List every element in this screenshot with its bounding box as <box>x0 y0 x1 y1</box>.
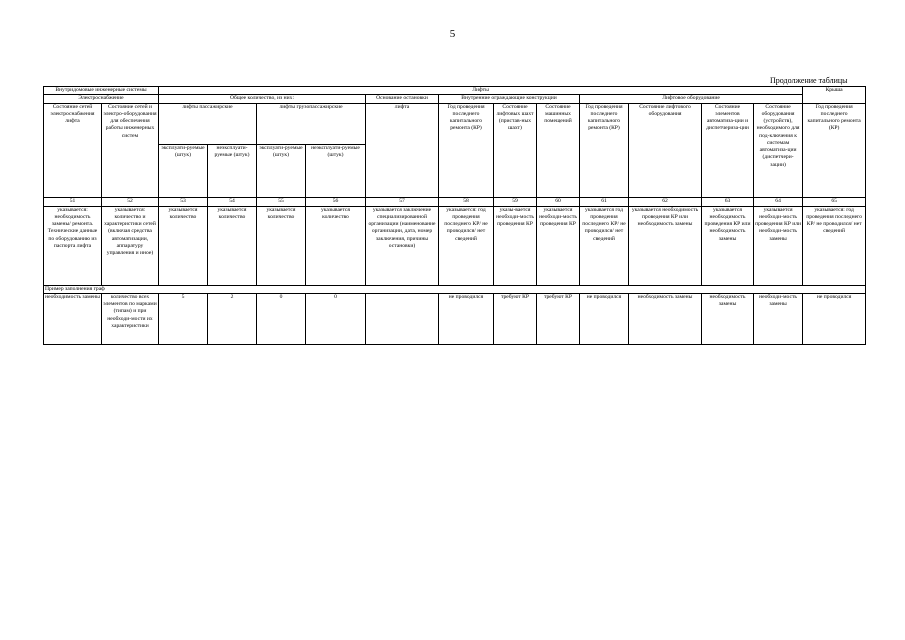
header-eq-kr-year: Год проведения последнего капитального ремонта (КР) <box>580 103 629 197</box>
instruction-cell: указывается заключение специализированной организации (наименование организации, дата, номер заключения, причины остановки) <box>366 206 439 285</box>
header-power: Электроснабжение <box>44 95 159 103</box>
header-total-count: Общее количество, из них: <box>159 95 366 103</box>
header-in-use-cargo: эксплуати-руемые (штук) <box>257 144 306 197</box>
instruction-cell: указы-вается необходи-мость проведения КР <box>494 206 537 285</box>
example-cell: 5 <box>159 293 208 344</box>
example-row <box>44 293 866 344</box>
header-stop-reason: Основание остановки <box>366 95 439 103</box>
example-cell: 0 <box>306 293 366 344</box>
page-number: 5 <box>449 28 456 40</box>
instruction-cell: указывается необходи-мость проведения КР или необходи-мость замены <box>754 206 803 285</box>
example-cell: необходимость замены <box>629 293 702 344</box>
data-table <box>43 86 866 345</box>
header-lift-network-state: Состояние сетей электроснабжения лифта <box>44 103 102 197</box>
column-number: 54 <box>208 197 257 206</box>
column-number: 65 <box>803 197 866 206</box>
instruction-cell: указывается: количество и характеристики сетей (включая средства автоматизации, аппаратуру управления и иное) <box>102 206 159 285</box>
header-roof: Крыша <box>803 87 866 104</box>
column-number: 52 <box>102 197 159 206</box>
header-enclosing: Внутренние ограждающие конструкции <box>439 95 580 103</box>
header-lift-eq-state: Состояние лифтового оборудования <box>629 103 702 197</box>
example-cell: требуют КР <box>494 293 537 344</box>
column-number: 51 <box>44 197 102 206</box>
example-cell: 0 <box>257 293 306 344</box>
header-lifts: Лифты <box>159 87 803 95</box>
example-label: Пример заполнения граф <box>44 285 866 293</box>
header-equipment: Лифтовое оборудование <box>580 95 803 103</box>
header-roof-kr-year: Год проведения последнего капитального ремонта (КР) <box>803 103 866 197</box>
header-not-in-use-cargo: неэксплуати-руемые (штук) <box>306 144 366 197</box>
instruction-cell: указывается необходи-мость проведения КР <box>537 206 580 285</box>
example-cell: не проводился <box>803 293 866 344</box>
header-in-use-passenger: эксплуати-руемые (штук) <box>159 144 208 197</box>
column-number: 59 <box>494 197 537 206</box>
header-stop-reason-lift: лифта <box>366 103 439 197</box>
instruction-cell: указывается: год проведения последнего КР/ не проводился/ нет сведений <box>803 206 866 285</box>
header-network-state: Состояние сетей и электро-оборудования для обеспечения работы инженерных систем <box>102 103 159 197</box>
example-cell: не проводился <box>580 293 629 344</box>
example-cell: необходимость замены <box>702 293 754 344</box>
header-cargo: лифты грузопассажирские <box>257 103 366 144</box>
header-automation-state: Состояние элементов автоматиза-ции и диспетчериза-ции <box>702 103 754 197</box>
column-number: 53 <box>159 197 208 206</box>
header-devices-state: Состояние оборудования (устройств), необходимого для под-ключения к системам автоматиза-ции (диспетчери-зации) <box>754 103 803 197</box>
instruction-cell: указывается количество <box>159 206 208 285</box>
instruction-row <box>44 206 866 285</box>
instruction-cell: указывается год проведения последнего КР/ не проводился/ нет сведений <box>580 206 629 285</box>
instruction-cell: указывается количество <box>306 206 366 285</box>
instruction-cell: указывается: год проведения последнего КР/ не проводился/ нет сведений <box>439 206 494 285</box>
instruction-cell: указывается количество <box>208 206 257 285</box>
example-cell: необходимость замены <box>44 293 102 344</box>
column-number: 61 <box>580 197 629 206</box>
column-number: 56 <box>306 197 366 206</box>
header-machine-room: Состояние машинных помещений <box>537 103 580 197</box>
example-cell: 2 <box>208 293 257 344</box>
instruction-cell: указывается необходимость проведения КР или необходимость замены <box>702 206 754 285</box>
header-shaft-state: Состояние лифтовых шахт (пристав-ных шахт) <box>494 103 537 197</box>
example-cell: количество всех элементов по марками (типам) и при необходи-мости их характеристики <box>102 293 159 344</box>
column-number-row <box>44 197 866 206</box>
column-number: 63 <box>702 197 754 206</box>
example-cell: требуют КР <box>537 293 580 344</box>
column-number: 64 <box>754 197 803 206</box>
column-number: 62 <box>629 197 702 206</box>
column-number: 55 <box>257 197 306 206</box>
example-cell: необходи-мость замены <box>754 293 803 344</box>
instruction-cell: указывается необходимость проведения КР или необходимость замены <box>629 206 702 285</box>
example-cell <box>366 293 439 344</box>
header-systems: Внутридомовые инженерные системы <box>44 87 159 95</box>
instruction-cell: указывается: необходимость замены/ ремонта. Технические данные по оборудованию из паспорта лифта <box>44 206 102 285</box>
column-number: 60 <box>537 197 580 206</box>
column-number: 57 <box>366 197 439 206</box>
example-cell: не проводился <box>439 293 494 344</box>
header-not-in-use-passenger: неэксплуати-руемые (штук) <box>208 144 257 197</box>
continuation-label: Продолжение таблицы <box>770 76 848 85</box>
header-kr-year: Год проведения последнего капитального ремонта (КР) <box>439 103 494 197</box>
column-number: 58 <box>439 197 494 206</box>
header-passenger: лифты пассажирские <box>159 103 257 144</box>
instruction-cell: указывается количество <box>257 206 306 285</box>
